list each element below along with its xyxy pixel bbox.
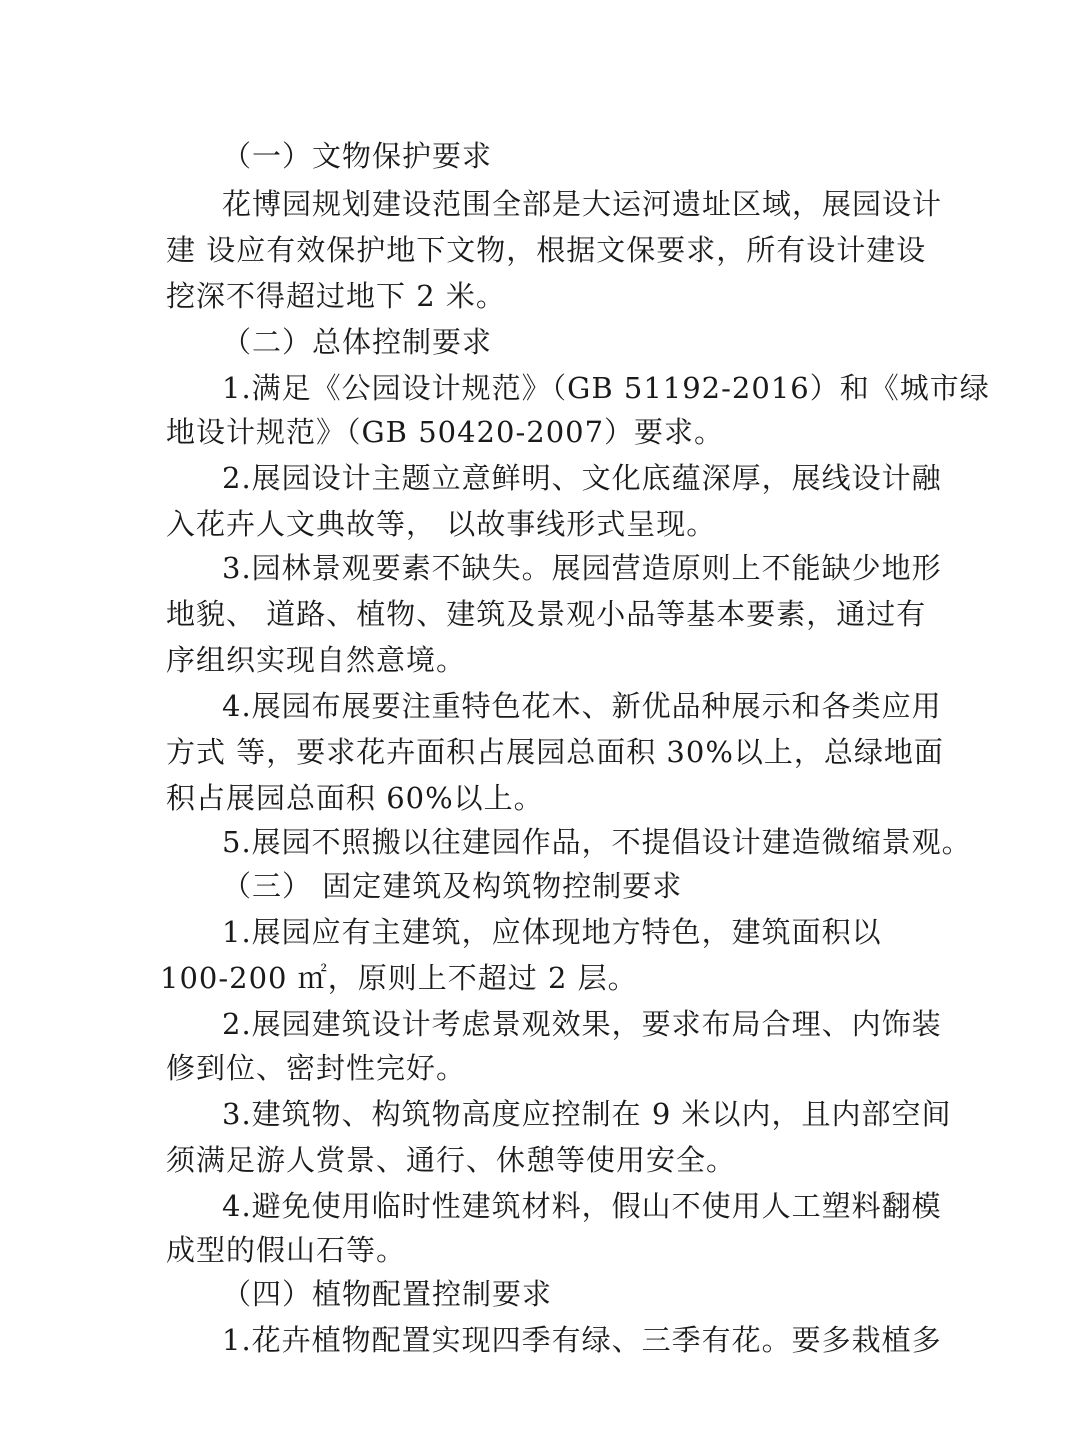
paragraph-line: 建 设应有效保护地下文物，根据文保要求，所有设计建设 bbox=[166, 233, 927, 267]
paragraph-line: 2.展园设计主题立意鲜明、文化底蕴深厚，展线设计融 bbox=[222, 461, 942, 495]
paragraph-line: 积占展园总面积 60%以上。 bbox=[166, 781, 544, 815]
paragraph-line: 花博园规划建设范围全部是大运河遗址区域，展园设计 bbox=[222, 187, 943, 221]
paragraph-line: 方式 等，要求花卉面积占展园总面积 30%以上，总绿地面 bbox=[166, 735, 944, 769]
paragraph-line: 1.满足《公园设计规范》（GB 51192-2016）和《城市绿 bbox=[222, 371, 990, 405]
paragraph-line: 100-200 ㎡，原则上不超过 2 层。 bbox=[160, 961, 638, 995]
paragraph-line: 4.展园布展要注重特色花木、新优品种展示和各类应用 bbox=[222, 689, 942, 723]
section-heading-plant-configuration: （四）植物配置控制要求 bbox=[222, 1277, 553, 1311]
section-heading-buildings: （三） 固定建筑及构筑物控制要求 bbox=[222, 869, 683, 903]
paragraph-line: 3.建筑物、构筑物高度应控制在 9 米以内，且内部空间 bbox=[222, 1097, 952, 1131]
paragraph-line: 修到位、密封性完好。 bbox=[166, 1051, 467, 1085]
paragraph-line: 2.展园建筑设计考虑景观效果，要求布局合理、内饰装 bbox=[222, 1007, 942, 1041]
paragraph-line: 1.展园应有主建筑，应体现地方特色，建筑面积以 bbox=[222, 915, 882, 949]
paragraph-line: 挖深不得超过地下 2 米。 bbox=[166, 279, 506, 313]
section-heading-cultural-relics: （一）文物保护要求 bbox=[222, 139, 493, 173]
paragraph-line: 地貌、 道路、植物、建筑及景观小品等基本要素，通过有 bbox=[166, 597, 927, 631]
paragraph-line: 1.花卉植物配置实现四季有绿、三季有花。要多栽植多 bbox=[222, 1323, 942, 1357]
paragraph-line: 成型的假山石等。 bbox=[166, 1233, 407, 1267]
paragraph-line: 序组织实现自然意境。 bbox=[166, 643, 467, 677]
paragraph-line: 须满足游人赏景、通行、休憩等使用安全。 bbox=[166, 1143, 737, 1177]
paragraph-line: 地设计规范》（GB 50420-2007）要求。 bbox=[166, 415, 725, 449]
paragraph-line: 5.展园不照搬以往建园作品，不提倡设计建造微缩景观。 bbox=[222, 825, 972, 859]
section-heading-overall-control: （二）总体控制要求 bbox=[222, 325, 493, 359]
paragraph-line: 入花卉人文典故等， 以故事线形式呈现。 bbox=[166, 507, 717, 541]
paragraph-line: 4.避免使用临时性建筑材料，假山不使用人工塑料翻模 bbox=[222, 1189, 942, 1223]
paragraph-line: 3.园林景观要素不缺失。展园营造原则上不能缺少地形 bbox=[222, 551, 942, 585]
